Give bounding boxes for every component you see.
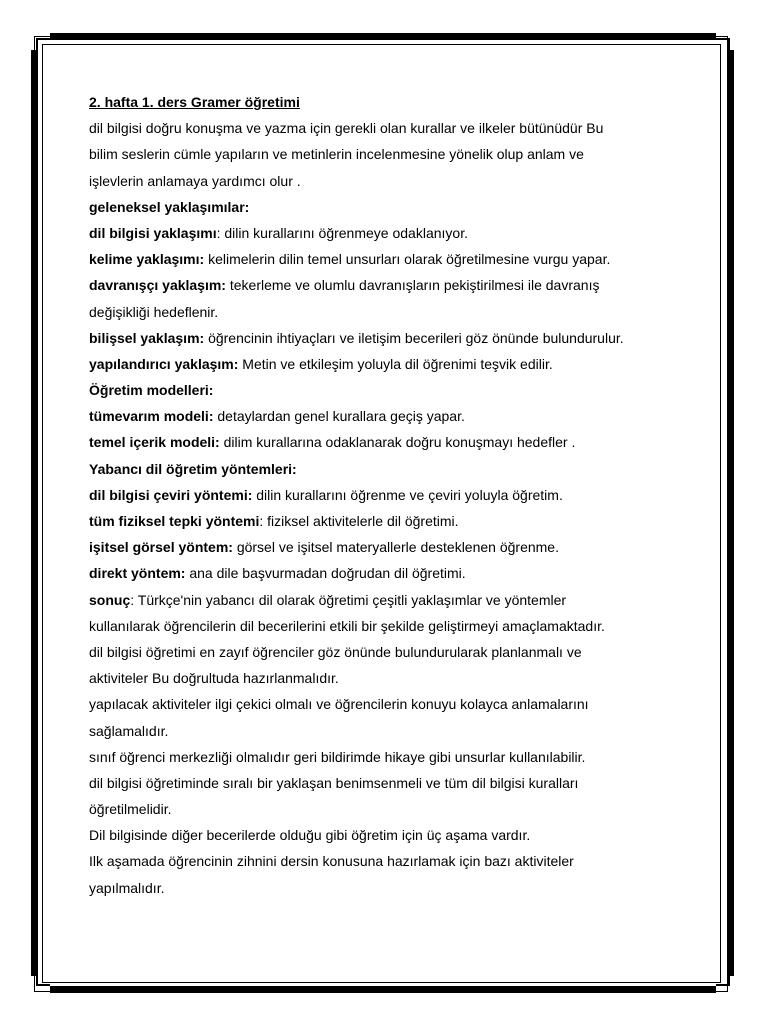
text-line bbox=[89, 560, 689, 586]
frame-bottom-bar bbox=[50, 986, 716, 993]
text-line bbox=[89, 744, 689, 770]
frame-corner-top-right bbox=[716, 38, 730, 52]
line-bold-label: kelime yaklaşımı: bbox=[89, 251, 205, 268]
frame-corner-top-left bbox=[36, 38, 50, 52]
line-text: Metin ve etkileşim yoluyla dil öğrenimi teşvik edilir. bbox=[238, 355, 553, 372]
document-body bbox=[89, 89, 689, 901]
text-line bbox=[89, 848, 689, 874]
line-text: : dilin kurallarını öğrenmeye odaklanıyor. bbox=[216, 224, 468, 241]
line-text: değişikliği hedeflenir. bbox=[89, 303, 219, 320]
line-bold-label: Yabancı dil öğretim yöntemleri: bbox=[89, 460, 297, 477]
line-text: Ilk aşamada öğrencinin zihnini dersin konusuna hazırlamak için bazı aktiviteler bbox=[89, 853, 574, 870]
line-bold-label: yapılandırıcı yaklaşım: bbox=[89, 355, 239, 372]
text-line bbox=[89, 141, 689, 167]
line-bold-label: Öğretim modelleri: bbox=[89, 382, 214, 399]
line-text: sınıf öğrenci merkezliği olmalıdır geri bildirimde hikaye gibi unsurlar kullanılabilir. bbox=[89, 748, 586, 765]
line-text: yapılacak aktiviteler ilgi çekici olmalı ve öğrencilerin konuyu kolayca anlamalarını bbox=[89, 696, 589, 713]
text-line bbox=[89, 718, 689, 744]
line-text: işlevlerin anlamaya yardımcı olur . bbox=[89, 172, 301, 189]
line-bold-label: işitsel görsel yöntem: bbox=[89, 539, 233, 556]
line-text: Dil bilgisinde diğer becerilerde olduğu gibi öğretim için üç aşama vardır. bbox=[89, 827, 531, 844]
text-line bbox=[89, 299, 689, 325]
line-bold-label: dil bilgisi çeviri yöntemi: bbox=[89, 486, 253, 503]
text-line bbox=[89, 508, 689, 534]
line-text: öğrencinin ihtiyaçları ve iletişim becerileri göz önünde bulundurulur. bbox=[204, 329, 624, 346]
text-line bbox=[89, 403, 689, 429]
text-line bbox=[89, 115, 689, 141]
text-line bbox=[89, 639, 689, 665]
line-text: : Türkçe'nin yabancı dil olarak öğretimi çeşitli yaklaşımlar ve yöntemler bbox=[130, 591, 567, 608]
text-line bbox=[89, 482, 689, 508]
line-text: kelimelerin dilin temel unsurları olarak öğretilmesine vurgu yapar. bbox=[204, 251, 611, 268]
document-title: 2. hafta 1. ders Gramer öğretimi bbox=[89, 94, 300, 110]
line-text: görsel ve işitsel materyallerle desteklenen öğrenme. bbox=[232, 539, 559, 556]
frame-top-bar bbox=[50, 33, 716, 40]
text-line bbox=[89, 377, 689, 403]
line-text: tekerleme ve olumlu davranışların pekiştirilmesi ile davranış bbox=[225, 277, 600, 294]
text-line bbox=[89, 168, 689, 194]
line-text: öğretilmelidir. bbox=[89, 801, 172, 818]
line-text: bilim seslerin cümle yapıların ve metinlerin incelenmesine yönelik olup anlam ve bbox=[89, 146, 584, 163]
frame-left-bar bbox=[31, 50, 38, 976]
line-bold-label: temel içerik modeli: bbox=[89, 434, 220, 451]
text-line bbox=[89, 429, 689, 455]
line-text: dilin kurallarını öğrenme ve çeviri yoluyla öğretim. bbox=[252, 486, 563, 503]
text-line bbox=[89, 351, 689, 377]
text-line bbox=[89, 796, 689, 822]
line-bold-label: sonuç bbox=[89, 591, 131, 608]
line-text: detaylardan genel kurallara geçiş yapar. bbox=[213, 408, 465, 425]
text-line bbox=[89, 822, 689, 848]
line-text: yapılmalıdır. bbox=[89, 879, 165, 896]
text-line bbox=[89, 246, 689, 272]
line-bold-label: tümevarım modeli: bbox=[89, 408, 214, 425]
line-bold-label: davranışçı yaklaşım: bbox=[89, 277, 226, 294]
text-line bbox=[89, 456, 689, 482]
line-bold-label: dil bilgisi yaklaşımı bbox=[89, 224, 217, 241]
frame-corner-bottom-right bbox=[716, 972, 730, 986]
text-line bbox=[89, 770, 689, 796]
line-text: ana dile başvurmadan doğrudan dil öğretimi. bbox=[185, 565, 466, 582]
text-line bbox=[89, 325, 689, 351]
line-text: : fiziksel aktivitelerle dil öğretimi. bbox=[259, 513, 459, 529]
line-bold-label: bilişsel yaklaşım: bbox=[89, 329, 205, 346]
frame-corner-bottom-left bbox=[36, 972, 50, 986]
line-text: aktiviteler Bu doğrultuda hazırlanmalıdır. bbox=[89, 670, 339, 687]
text-line bbox=[89, 534, 689, 560]
text-line bbox=[89, 272, 689, 298]
text-line bbox=[89, 691, 689, 717]
line-bold-label: geleneksel yaklaşımılar: bbox=[89, 198, 250, 215]
text-line bbox=[89, 875, 689, 901]
line-text: kullanılarak öğrencilerin dil becerilerini etkili bir şekilde geliştirmeyi amaçlamaktadır. bbox=[89, 617, 605, 634]
text-line bbox=[89, 665, 689, 691]
text-line bbox=[89, 220, 689, 246]
line-bold-label: tüm fiziksel tepki yöntemi bbox=[89, 513, 260, 529]
line-text: dil bilgisi doğru konuşma ve yazma için gerekli olan kurallar ve ilkeler bütünüdür Bu bbox=[89, 120, 604, 137]
text-line bbox=[89, 587, 689, 613]
document-lines bbox=[89, 115, 689, 901]
text-line bbox=[89, 194, 689, 220]
line-text: dil bilgisi öğretimi en zayıf öğrenciler göz önünde bulundurularak planlanmalı ve bbox=[89, 643, 582, 660]
line-text: dilim kurallarına odaklanarak doğru konuşmayı hedefler . bbox=[219, 434, 576, 451]
line-text: dil bilgisi öğretiminde sıralı bir yaklaşan benimsenmeli ve tüm dil bilgisi kuralları bbox=[89, 774, 579, 791]
frame-right-bar bbox=[727, 50, 734, 976]
text-line bbox=[89, 613, 689, 639]
line-bold-label: direkt yöntem: bbox=[89, 565, 186, 582]
line-text: sağlamalıdır. bbox=[89, 722, 169, 739]
